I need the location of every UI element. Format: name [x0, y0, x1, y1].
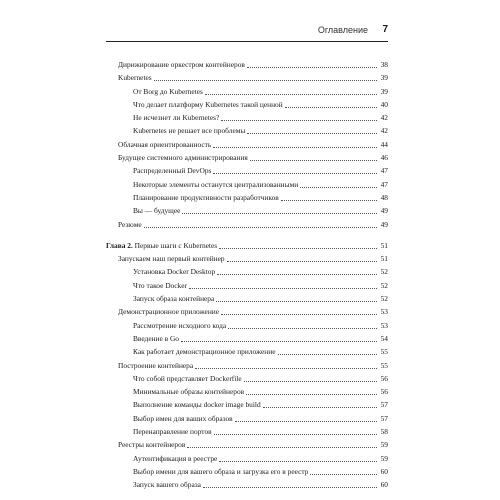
toc-entry-page: 53	[380, 320, 388, 330]
toc-entry-title: Вы — будущее	[133, 206, 181, 216]
toc-entry[interactable]	[106, 71, 388, 84]
toc-entry[interactable]	[106, 204, 388, 217]
toc-entry-page: 56	[380, 373, 388, 383]
toc-entry-page: 52	[380, 294, 388, 304]
toc-entry-title: Распределенный DevOps	[133, 166, 212, 176]
dot-leader	[203, 480, 377, 488]
table-of-contents	[106, 58, 388, 492]
toc-entry-page: 52	[380, 267, 388, 277]
dot-leader	[300, 180, 377, 188]
dot-leader	[219, 454, 377, 462]
toc-entry-title	[106, 239, 217, 252]
toc-entry[interactable]	[106, 398, 388, 411]
dot-leader	[244, 374, 377, 382]
toc-entry[interactable]	[106, 372, 388, 385]
toc-entry-title: Что такое Docker	[133, 280, 187, 290]
dot-leader	[195, 361, 377, 369]
toc-entry-page: 60	[380, 480, 388, 490]
dot-leader	[278, 347, 377, 355]
toc-entry-page: 59	[380, 440, 388, 450]
toc-entry-page: 59	[380, 453, 388, 463]
toc-entry-title: Рассмотрение исходного кода	[133, 320, 227, 330]
toc-entry[interactable]	[106, 98, 388, 111]
toc-entry-page: 42	[380, 113, 388, 123]
dot-leader	[228, 321, 377, 329]
toc-entry-page: 57	[380, 413, 388, 423]
toc-entry-title: Построение контейнера	[118, 360, 194, 370]
dot-leader	[221, 307, 377, 315]
toc-entry[interactable]	[106, 385, 388, 398]
toc-entry-page: 49	[380, 206, 388, 216]
toc-entry-title: Kubernetes не решает все проблемы	[133, 126, 246, 136]
dot-leader	[182, 206, 377, 214]
toc-entry-page: 40	[380, 99, 388, 109]
toc-entry[interactable]	[106, 252, 388, 265]
toc-entry[interactable]	[106, 191, 388, 204]
toc-entry-page: 49	[380, 219, 388, 229]
toc-entry[interactable]	[106, 178, 388, 191]
toc-entry[interactable]	[106, 478, 388, 491]
toc-entry-title: Что собой представляет Dockerfile	[133, 373, 242, 383]
toc-entry-title: Некоторые элементы останутся централизованными	[133, 179, 299, 189]
toc-entry-page: 46	[380, 153, 388, 163]
dot-leader	[246, 387, 377, 395]
toc-entry-title: Минимальные образы контейнеров	[133, 387, 245, 397]
toc-entry-title: Запуск образа контейнера	[133, 294, 215, 304]
toc-entry-page: 51	[380, 254, 388, 264]
chapter-label: Глава 2.	[106, 240, 133, 250]
toc-entry[interactable]	[106, 452, 388, 465]
toc-entry-title: Дирижирование оркестром контейнеров	[118, 60, 245, 69]
dot-leader	[187, 440, 377, 448]
dot-leader	[216, 294, 377, 302]
dot-leader	[221, 113, 377, 121]
dot-leader	[154, 73, 377, 81]
toc-entry[interactable]	[106, 164, 388, 177]
toc-entry-page: 47	[380, 166, 388, 176]
toc-entry[interactable]	[106, 465, 388, 478]
toc-entry-page: 53	[380, 307, 388, 317]
toc-entry-page: 55	[380, 360, 388, 370]
toc-entry[interactable]	[106, 345, 388, 358]
toc-entry-page: 51	[380, 240, 388, 250]
toc-entry-title: Запускаем наш первый контейнер	[118, 254, 225, 264]
dot-leader	[263, 400, 377, 408]
toc-entry-title: Облачная ориентированность	[118, 139, 212, 149]
running-header	[106, 24, 388, 42]
toc-entry[interactable]	[106, 305, 388, 318]
chapter-gap	[106, 231, 388, 239]
toc-entry-title: Введение в Go	[133, 333, 180, 343]
toc-entry-page: 55	[380, 347, 388, 357]
toc-entry-page: 39	[380, 73, 388, 83]
toc-entry[interactable]	[106, 111, 388, 124]
dot-leader	[213, 166, 377, 174]
toc-entry[interactable]	[106, 124, 388, 137]
running-header-title: Оглавление	[317, 25, 368, 35]
toc-entry-title: Не исчезнет ли Kubernetes?	[133, 113, 220, 123]
chapter-title: Первые шаги с Kubernetes	[134, 240, 218, 250]
dot-leader	[205, 87, 377, 95]
toc-entry[interactable]	[106, 332, 388, 345]
toc-entry-page: 54	[380, 333, 388, 343]
toc-entry-title: Запуск вашего образа	[133, 480, 201, 490]
toc-entry[interactable]	[106, 58, 388, 71]
toc-entry-title: Перенаправление портов	[133, 427, 212, 437]
toc-entry[interactable]	[106, 292, 388, 305]
dot-leader	[250, 153, 377, 161]
page-number: 7	[382, 24, 388, 35]
dot-leader	[281, 193, 377, 201]
toc-entry-title: Планирование продуктивности разработчиков	[133, 192, 279, 202]
dot-leader	[227, 254, 377, 262]
toc-entry-title: Что делает платформу Kubernetes такой ценной	[133, 99, 283, 109]
dot-leader	[213, 140, 377, 148]
toc-entry[interactable]	[106, 438, 388, 451]
toc-entry[interactable]	[106, 85, 388, 98]
toc-entry[interactable]	[106, 319, 388, 332]
toc-entry-title: Выбор имен для ваших образов	[133, 413, 233, 423]
toc-entry[interactable]	[106, 138, 388, 151]
dot-leader	[189, 281, 377, 289]
toc-entry-page: 48	[380, 192, 388, 202]
dot-leader	[219, 241, 377, 249]
toc-entry-page: 47	[380, 179, 388, 189]
toc-entry-page: 52	[380, 280, 388, 290]
dot-leader	[247, 60, 377, 68]
toc-entry-title: Реестры контейнеров	[118, 440, 186, 450]
dot-leader	[285, 100, 377, 108]
toc-entry-title: Будущее системного администрирования	[118, 153, 248, 163]
toc-entry-title: Резюме	[118, 219, 142, 229]
dot-leader	[144, 220, 377, 228]
toc-entry-page: 42	[380, 126, 388, 136]
toc-entry[interactable]	[106, 359, 388, 372]
dot-leader	[217, 267, 377, 275]
toc-entry-title: Аутентификация в реестре	[133, 453, 218, 463]
toc-entry[interactable]	[106, 412, 388, 425]
toc-entry[interactable]	[106, 218, 388, 231]
toc-section-chapter-1	[106, 58, 388, 231]
toc-entry[interactable]	[106, 265, 388, 278]
toc-entry[interactable]	[106, 279, 388, 292]
toc-entry-page: 56	[380, 387, 388, 397]
toc-entry-title: От Borg до Kubernetes	[133, 86, 203, 96]
toc-entry-page: 57	[380, 400, 388, 410]
dot-leader	[247, 126, 377, 134]
toc-section-chapter-2	[106, 252, 388, 491]
dot-leader	[310, 467, 377, 475]
toc-entry-page: 38	[380, 60, 388, 69]
toc-entry-page: 60	[380, 466, 388, 476]
toc-entry-page: 58	[380, 427, 388, 437]
toc-entry[interactable]	[106, 151, 388, 164]
toc-chapter-entry[interactable]	[106, 239, 388, 252]
dot-leader	[214, 427, 377, 435]
dot-leader	[235, 414, 377, 422]
toc-entry-page: 39	[380, 86, 388, 96]
toc-entry-page: 44	[380, 139, 388, 149]
toc-entry-title: Демонстрационное приложение	[118, 307, 220, 317]
dot-leader	[181, 334, 377, 342]
toc-entry-title: Выполнение команды docker image build	[133, 400, 261, 410]
toc-entry-title: Kubernetes	[118, 73, 152, 83]
toc-entry-title: Выбор имени для вашего образа и загрузка его в реестр	[133, 466, 309, 476]
toc-entry-title: Установка Docker Desktop	[133, 267, 216, 277]
toc-entry-title: Как работает демонстрационное приложение	[133, 347, 276, 357]
toc-entry[interactable]	[106, 425, 388, 438]
